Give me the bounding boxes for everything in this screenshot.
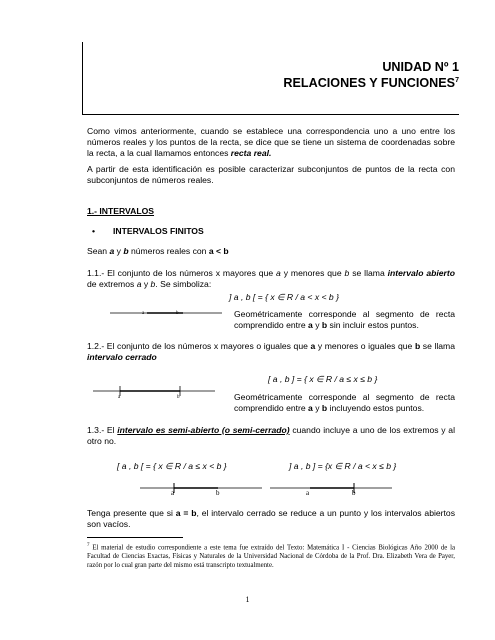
half-open-right-label-b: b	[352, 489, 356, 497]
s2-t1: 1.2.- El conjunto de los números x mayores o iguales que	[87, 341, 311, 351]
page-number: 1	[245, 595, 250, 604]
s1-geo5: sin incluir estos puntos.	[327, 320, 419, 330]
s3-t1: 1.3.- El	[87, 425, 118, 435]
s2-geo1: Geométricamente corresponde al segmento de recta comprendido entre	[234, 392, 455, 413]
s2-geo5: incluyendo estos puntos.	[327, 403, 425, 413]
intro-p1-emphasis: recta real.	[230, 148, 272, 158]
intro-paragraph-2: A partir de esta identificación es posible caracterizar subconjuntos de puntos de la recta con subconjuntos de números reales.	[87, 164, 455, 185]
s1-geo4: b	[321, 320, 328, 330]
premise-t2: y	[114, 246, 124, 256]
intro-p1-text: Como vimos anteriormente, cuando se establece una correspondencia uno a uno entre los números reales y los puntos de la recta, se dice que se tiene un sistema de coordenadas sobre la recta, a la cual llamamos entonces	[87, 126, 455, 158]
s2-term: intervalo cerrado	[87, 352, 157, 362]
s2-t2: a	[310, 341, 316, 351]
premise-t1: Sean	[87, 246, 110, 256]
closing-t3: , el intervalo cerrado se reduce a un punto y los intervalos abiertos son vacíos.	[87, 508, 456, 529]
premise-a: a	[109, 246, 115, 256]
s1-t9: y	[141, 279, 151, 289]
s1-geo2: a	[308, 320, 313, 330]
s2-geo4: b	[321, 403, 328, 413]
half-open-right-label-a: a	[306, 489, 310, 497]
bullet-dot: •	[92, 226, 96, 236]
s1-geo3: y	[312, 320, 322, 330]
unit-heading: UNIDAD Nº 1	[382, 60, 459, 74]
s2-t3: y menores o iguales que	[315, 341, 415, 351]
footnote	[87, 541, 455, 570]
s1-t1: 1.1.- El conjunto de los números x mayores que	[87, 268, 277, 278]
s1-t5: se llama	[349, 268, 388, 278]
premise-b: b	[123, 246, 129, 256]
half-open-diagram-left	[140, 480, 265, 500]
open-interval-geometry	[234, 309, 455, 331]
premise-line	[87, 246, 229, 257]
page-title	[283, 76, 459, 90]
s2-geo2: a	[308, 403, 313, 413]
half-open-formula-right: ] a , b ] = {x ∈ R / a < x ≤ b }	[289, 461, 397, 471]
s2-t4: b	[414, 341, 421, 351]
intro-paragraph-1	[87, 126, 455, 159]
s1-t4: b	[344, 268, 350, 278]
s2-geo3: y	[312, 403, 322, 413]
s1-t11: . Se simboliza:	[155, 279, 212, 289]
closing-paragraph	[87, 508, 455, 530]
half-open-left-label-b: b	[216, 489, 220, 497]
footnote-marker: 7	[87, 543, 90, 548]
closed-interval-definition	[87, 341, 455, 363]
open-interval-diagram	[110, 312, 225, 332]
page-title-text: RELACIONES Y FUNCIONES	[283, 76, 456, 90]
s1-t8: a	[136, 279, 142, 289]
closed-interval-diagram	[93, 385, 218, 405]
half-open-formula-left: [ a , b [ = { x ∈ R / a ≤ x < b }	[117, 461, 227, 471]
closed-interval-label-b: b	[177, 395, 180, 400]
open-interval-formula: ] a , b [ = { x ∈ R / a < x < b }	[229, 292, 339, 302]
s1-t10: b	[150, 279, 156, 289]
footnote-text: El material de estudio correspondiente a este tema fue extraído del Texto: Matemática I - Ciencias Biológicas Año 2000 de la Facultad de Ciencias Exactas, Físicas y Naturales de la Universidad Nacional de Córdoba de la Prof. Dra. Elizabeth Vera de Payer, razón por lo cual gran parte del mismo está transcripto textualmente.	[87, 544, 455, 570]
closing-emphasis: a = b	[175, 508, 197, 518]
half-open-diagram-right	[270, 480, 395, 500]
bullet-heading: INTERVALOS FINITOS	[113, 226, 204, 236]
closed-interval-geometry	[234, 392, 455, 414]
open-interval-label-a: a	[142, 311, 145, 316]
s3-t3: cuando incluye a uno de los extremos y al otro no.	[87, 425, 455, 446]
closed-interval-formula: [ a , b ] = { x ∈ R / a ≤ x ≤ b }	[268, 374, 378, 384]
closed-interval-label-a: a	[118, 395, 121, 400]
closing-t1: Tenga presente que si	[87, 508, 176, 518]
s3-term: intervalo es semi-abierto (o semi-cerrado)	[117, 425, 290, 435]
s1-t7: de extremos	[87, 279, 137, 289]
s1-geo1: Geométricamente corresponde al segmento de recta comprendido entre	[234, 309, 455, 330]
open-interval-label-b: b	[176, 311, 179, 316]
half-open-definition	[87, 425, 455, 447]
half-open-left-label-a: a	[171, 489, 175, 497]
title-footnote-ref: 7	[455, 76, 459, 84]
s1-term: intervalo abierto	[387, 268, 455, 278]
section-heading: 1.- INTERVALOS	[87, 206, 155, 216]
s1-t2: a	[276, 268, 281, 278]
open-interval-definition	[87, 268, 455, 290]
premise-t3: números reales con	[128, 246, 209, 256]
s2-t5: se llama	[420, 341, 455, 351]
s1-t3: y menores que	[280, 268, 345, 278]
premise-condition: a < b	[208, 246, 229, 256]
footnote-separator	[87, 537, 183, 538]
